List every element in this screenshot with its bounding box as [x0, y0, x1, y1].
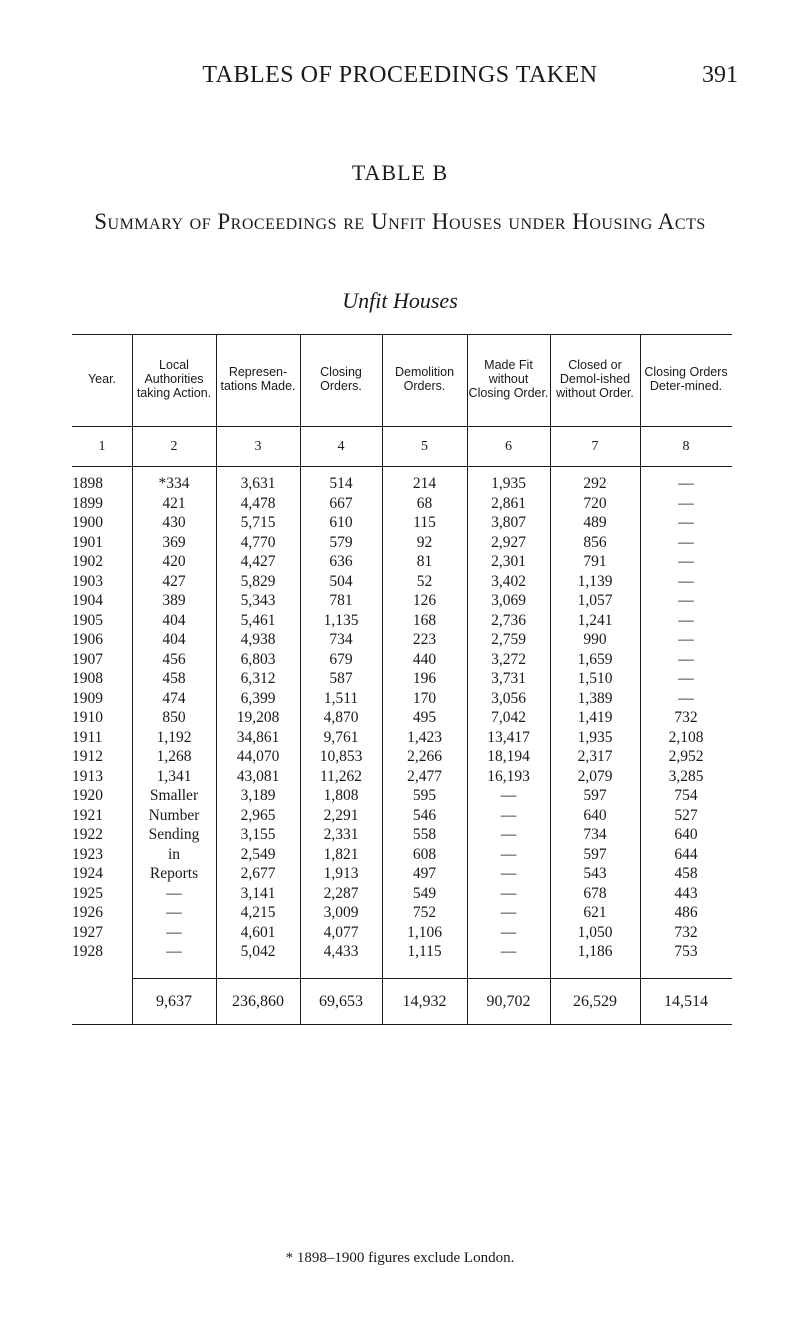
year-cell: 1900	[72, 514, 103, 531]
data-cell: 4,870	[323, 709, 359, 726]
data-cell: 597	[583, 845, 607, 863]
data-cell: 514	[329, 475, 353, 492]
data-cell: 458	[674, 865, 698, 882]
data-cell: 579	[329, 533, 353, 551]
data-cell: 1,423	[407, 728, 442, 746]
data-cell: —	[500, 845, 517, 863]
data-cell: 752	[412, 904, 437, 921]
column-header: Made Fit without Closing Order.	[468, 358, 549, 400]
data-cell: 497	[412, 865, 437, 882]
data-cell: 1,935	[577, 728, 613, 746]
data-cell: —	[678, 533, 694, 551]
data-cell: 597	[583, 787, 607, 804]
data-cell: 19,208	[236, 709, 280, 726]
data-cell: 456	[162, 650, 186, 668]
data-cell: 640	[674, 826, 698, 843]
data-cell: 126	[412, 592, 437, 609]
data-cell: 13,417	[487, 728, 530, 746]
year-cell: 1909	[72, 689, 103, 707]
data-cell: —	[678, 670, 694, 687]
data-cell: 2,759	[491, 631, 526, 648]
data-cell: 10,853	[319, 748, 363, 765]
data-cell: 5,715	[240, 514, 276, 531]
data-cell: 6,803	[240, 650, 276, 668]
data-cell: —	[500, 865, 517, 882]
running-title: TABLES OF PROCEEDINGS TAKEN	[202, 62, 598, 88]
total-cell: 9,637	[156, 992, 192, 1010]
data-cell: 791	[583, 553, 607, 570]
data-cell: 427	[162, 572, 186, 590]
data-cell: —	[500, 787, 517, 804]
column-header: Closing Orders.	[320, 365, 362, 393]
column-number: 2	[170, 439, 178, 454]
data-cell: 1,821	[323, 845, 359, 863]
column-divider	[382, 334, 383, 1024]
data-cell: Smaller	[149, 787, 199, 804]
data-cell: 753	[674, 943, 698, 960]
data-cell: 1,139	[577, 572, 613, 590]
data-cell: —	[678, 494, 694, 512]
data-cell: 92	[416, 533, 433, 551]
data-cell: 4,938	[240, 631, 276, 648]
data-cell: 4,478	[240, 494, 276, 512]
table-summary: Summary of Proceedings re Unfit Houses under Housing Acts	[94, 209, 706, 234]
data-cell: 420	[162, 553, 186, 570]
data-cell: 1,511	[323, 689, 359, 707]
data-cell: 292	[583, 475, 607, 492]
column-divider	[550, 334, 551, 1024]
year-cell: 1926	[72, 904, 103, 921]
data-cell: 1,419	[577, 709, 613, 726]
year-cell: 1911	[72, 728, 103, 746]
data-cell: 430	[162, 514, 186, 531]
column-divider	[216, 334, 217, 1024]
data-cell: —	[166, 884, 182, 902]
data-cell: 546	[412, 806, 437, 824]
column-number: 4	[337, 439, 345, 454]
data-cell: 3,631	[240, 475, 276, 492]
data-cell: 16,193	[487, 767, 530, 785]
total-cell: 14,932	[402, 992, 447, 1010]
total-cell: 26,529	[573, 992, 617, 1010]
data-cell: 2,736	[491, 611, 526, 629]
page-number: 391	[702, 62, 738, 88]
data-cell: 44,070	[236, 748, 280, 765]
totals-top-rule	[132, 978, 732, 979]
data-cell: in	[167, 845, 181, 863]
data-cell: 2,108	[668, 728, 704, 746]
data-cell: —	[678, 572, 694, 590]
data-cell: 3,272	[491, 650, 526, 668]
data-cell: 1,115	[407, 943, 442, 960]
data-cell: 440	[412, 650, 437, 668]
data-cell: 3,189	[240, 787, 276, 804]
data-cell: 486	[674, 904, 698, 921]
data-cell: 2,266	[407, 748, 442, 765]
data-cell: 667	[329, 494, 353, 512]
data-cell: 2,677	[240, 865, 276, 882]
data-cell: 3,009	[323, 904, 359, 921]
data-cell: 527	[674, 806, 698, 824]
data-cell: 2,291	[323, 806, 359, 824]
data-cell: Number	[148, 806, 200, 824]
data-cell: 1,341	[156, 767, 192, 785]
data-cell: 1,050	[577, 923, 613, 941]
year-cell: 1924	[72, 865, 103, 882]
data-cell: —	[678, 611, 694, 629]
data-cell: 3,069	[491, 592, 526, 609]
data-cell: 610	[329, 514, 353, 531]
data-cell: 754	[674, 787, 698, 804]
data-cell: —	[678, 514, 694, 531]
data-cell: 43,081	[236, 767, 280, 785]
data-cell: 720	[583, 494, 607, 512]
data-cell: 2,301	[491, 553, 526, 570]
data-cell: —	[166, 904, 182, 921]
column-header: Demolition Orders.	[394, 365, 455, 393]
data-cell: 389	[162, 592, 186, 609]
data-cell: 1,268	[156, 748, 192, 765]
data-cell: 369	[162, 533, 186, 551]
year-cell: 1921	[72, 806, 103, 824]
data-cell: 1,510	[577, 670, 613, 687]
data-cell: 856	[583, 533, 607, 551]
year-cell: 1925	[72, 884, 103, 902]
data-cell: 2,331	[323, 826, 359, 843]
data-cell: 6,399	[240, 689, 276, 707]
data-cell: 4,601	[240, 923, 276, 941]
year-cell: 1898	[72, 475, 103, 492]
data-cell: 9,761	[323, 728, 359, 746]
data-cell: 18,194	[487, 748, 530, 765]
data-cell: 196	[412, 670, 437, 687]
data-cell: 1,389	[577, 689, 613, 707]
data-cell: 1,057	[577, 592, 613, 609]
data-cell: 1,241	[577, 611, 613, 629]
data-cell: 850	[162, 709, 186, 726]
data-cell: —	[500, 884, 517, 902]
data-cell: —	[166, 943, 182, 960]
column-divider	[640, 334, 641, 1024]
data-cell: 3,402	[491, 572, 526, 590]
data-cell: 5,343	[240, 592, 276, 609]
data-cell: 734	[329, 631, 353, 648]
data-cell: 68	[416, 494, 433, 512]
footnote: * 1898–1900 figures exclude London.	[285, 1250, 515, 1266]
data-cell: 81	[416, 553, 433, 570]
data-cell: 5,461	[240, 611, 276, 629]
column-number: 3	[254, 439, 262, 454]
data-cell: 4,433	[323, 943, 359, 960]
data-cell: 3,285	[668, 767, 704, 785]
column-number: 8	[682, 439, 690, 454]
data-cell: 732	[674, 709, 698, 726]
running-head	[0, 62, 800, 98]
data-cell: 474	[162, 689, 186, 707]
data-cell: —	[166, 923, 182, 941]
year-cell: 1906	[72, 631, 103, 648]
data-cell: 489	[583, 514, 607, 531]
total-cell: 14,514	[664, 992, 708, 1010]
data-cell: 3,155	[240, 826, 276, 843]
data-cell: 404	[162, 611, 186, 629]
data-cell: —	[678, 689, 694, 707]
data-cell: 504	[329, 572, 353, 590]
data-cell: 2,477	[407, 767, 442, 785]
data-cell: 11,262	[319, 767, 363, 785]
column-divider	[467, 334, 468, 1024]
column-header: Closed or Demol-ished without Order.	[556, 358, 634, 400]
data-cell: 1,135	[323, 611, 359, 629]
data-cell: 1,192	[156, 728, 192, 746]
year-cell: 1901	[72, 533, 103, 551]
data-cell: 34,861	[236, 728, 280, 746]
column-divider	[132, 334, 133, 1024]
data-cell: 7,042	[491, 709, 526, 726]
data-cell: 52	[416, 572, 433, 590]
data-cell: —	[678, 475, 694, 492]
data-cell: 3,807	[491, 514, 526, 531]
data-cell: 2,079	[577, 767, 613, 785]
data-cell: 2,861	[491, 494, 526, 512]
data-cell: —	[500, 904, 517, 921]
data-cell: 6,312	[240, 670, 276, 687]
year-cell: 1904	[72, 592, 103, 609]
year-cell: 1927	[72, 923, 103, 941]
year-cell: 1899	[72, 494, 103, 512]
column-header: Closing Orders Deter-mined.	[644, 365, 728, 393]
data-cell: 1,186	[577, 943, 613, 960]
data-cell: 640	[583, 806, 607, 824]
data-cell: 1,106	[407, 923, 442, 941]
data-cell: 679	[329, 650, 353, 668]
data-cell: 1,808	[323, 787, 359, 804]
year-cell: 1908	[72, 670, 103, 687]
data-cell: —	[678, 631, 694, 648]
data-cell: 990	[583, 631, 607, 648]
table-title: TABLE B	[351, 160, 449, 185]
year-cell: 1923	[72, 845, 103, 863]
data-cell: 2,927	[491, 533, 526, 551]
data-cell: 1,659	[577, 650, 613, 668]
data-cell: 2,965	[240, 806, 276, 824]
year-cell: 1922	[72, 826, 103, 843]
data-cell: 2,952	[668, 748, 704, 765]
data-cell: —	[500, 806, 517, 824]
data-cell: 595	[412, 787, 437, 804]
data-cell: 644	[674, 845, 698, 863]
data-cell: 214	[412, 475, 437, 492]
data-cell: Reports	[149, 865, 199, 882]
data-cell: 2,287	[323, 884, 359, 902]
data-cell: 678	[583, 884, 607, 902]
data-cell: 3,056	[491, 689, 526, 707]
data-cell: 170	[412, 689, 437, 707]
year-cell: 1928	[72, 943, 103, 960]
data-cell: 734	[583, 826, 607, 843]
table-subtitle: Unfit Houses	[342, 288, 458, 313]
data-cell: 1,935	[491, 475, 526, 492]
colnum-bottom-rule	[72, 466, 732, 467]
data-cell: —	[500, 826, 517, 843]
column-number: 1	[98, 439, 106, 454]
data-cell: 443	[674, 884, 698, 902]
data-cell: 2,317	[577, 748, 613, 765]
total-cell: 90,702	[486, 992, 531, 1010]
data-cell: —	[678, 650, 694, 668]
data-cell: 458	[162, 670, 186, 687]
year-cell: 1903	[72, 572, 103, 590]
data-cell: 495	[412, 709, 437, 726]
year-cell: 1905	[72, 611, 103, 629]
column-number: 6	[505, 439, 512, 454]
data-cell: 4,770	[240, 533, 276, 551]
data-cell: 621	[583, 904, 607, 921]
column-divider	[300, 334, 301, 1024]
column-header: Year.	[87, 372, 117, 386]
data-cell: —	[678, 553, 694, 570]
data-cell: Sending	[148, 826, 200, 843]
data-cell: 421	[162, 494, 186, 512]
data-cell: 636	[329, 553, 353, 570]
header-bottom-rule	[72, 426, 732, 427]
data-cell: —	[678, 592, 694, 609]
data-cell: 781	[329, 592, 353, 609]
data-cell: 4,215	[240, 904, 276, 921]
column-number: 7	[591, 439, 599, 454]
year-cell: 1910	[72, 709, 103, 726]
data-cell: —	[500, 943, 517, 960]
year-cell: 1902	[72, 553, 103, 570]
data-cell: 608	[412, 845, 437, 863]
data-cell: 168	[412, 611, 437, 629]
year-cell: 1907	[72, 650, 103, 668]
table-bottom-rule	[72, 1024, 732, 1025]
column-header: Local Authorities taking Action.	[136, 358, 212, 400]
data-cell: 4,427	[240, 553, 276, 570]
column-header: Represen-tations Made.	[220, 365, 296, 393]
data-cell: 549	[412, 884, 437, 902]
data-cell: 5,042	[240, 943, 276, 960]
data-cell: 587	[329, 670, 353, 687]
data-cell: 404	[162, 631, 186, 648]
total-cell: 69,653	[319, 992, 363, 1010]
data-cell: 5,829	[240, 572, 276, 590]
year-cell: 1912	[72, 748, 103, 765]
data-cell: 1,913	[323, 865, 359, 882]
data-cell: 115	[413, 514, 436, 531]
year-cell: 1920	[72, 787, 103, 804]
data-cell: 543	[583, 865, 607, 882]
year-cell: 1913	[72, 767, 103, 785]
data-cell: 223	[412, 631, 437, 648]
data-cell: —	[500, 923, 517, 941]
data-cell: 558	[412, 826, 437, 843]
column-number: 5	[421, 439, 428, 454]
total-cell: 236,860	[232, 992, 284, 1010]
data-cell: *334	[158, 475, 190, 492]
data-cell: 3,141	[240, 884, 276, 902]
data-cell: 2,549	[240, 845, 276, 863]
data-cell: 3,731	[491, 670, 526, 687]
data-cell: 732	[674, 923, 698, 941]
data-cell: 4,077	[323, 923, 359, 941]
